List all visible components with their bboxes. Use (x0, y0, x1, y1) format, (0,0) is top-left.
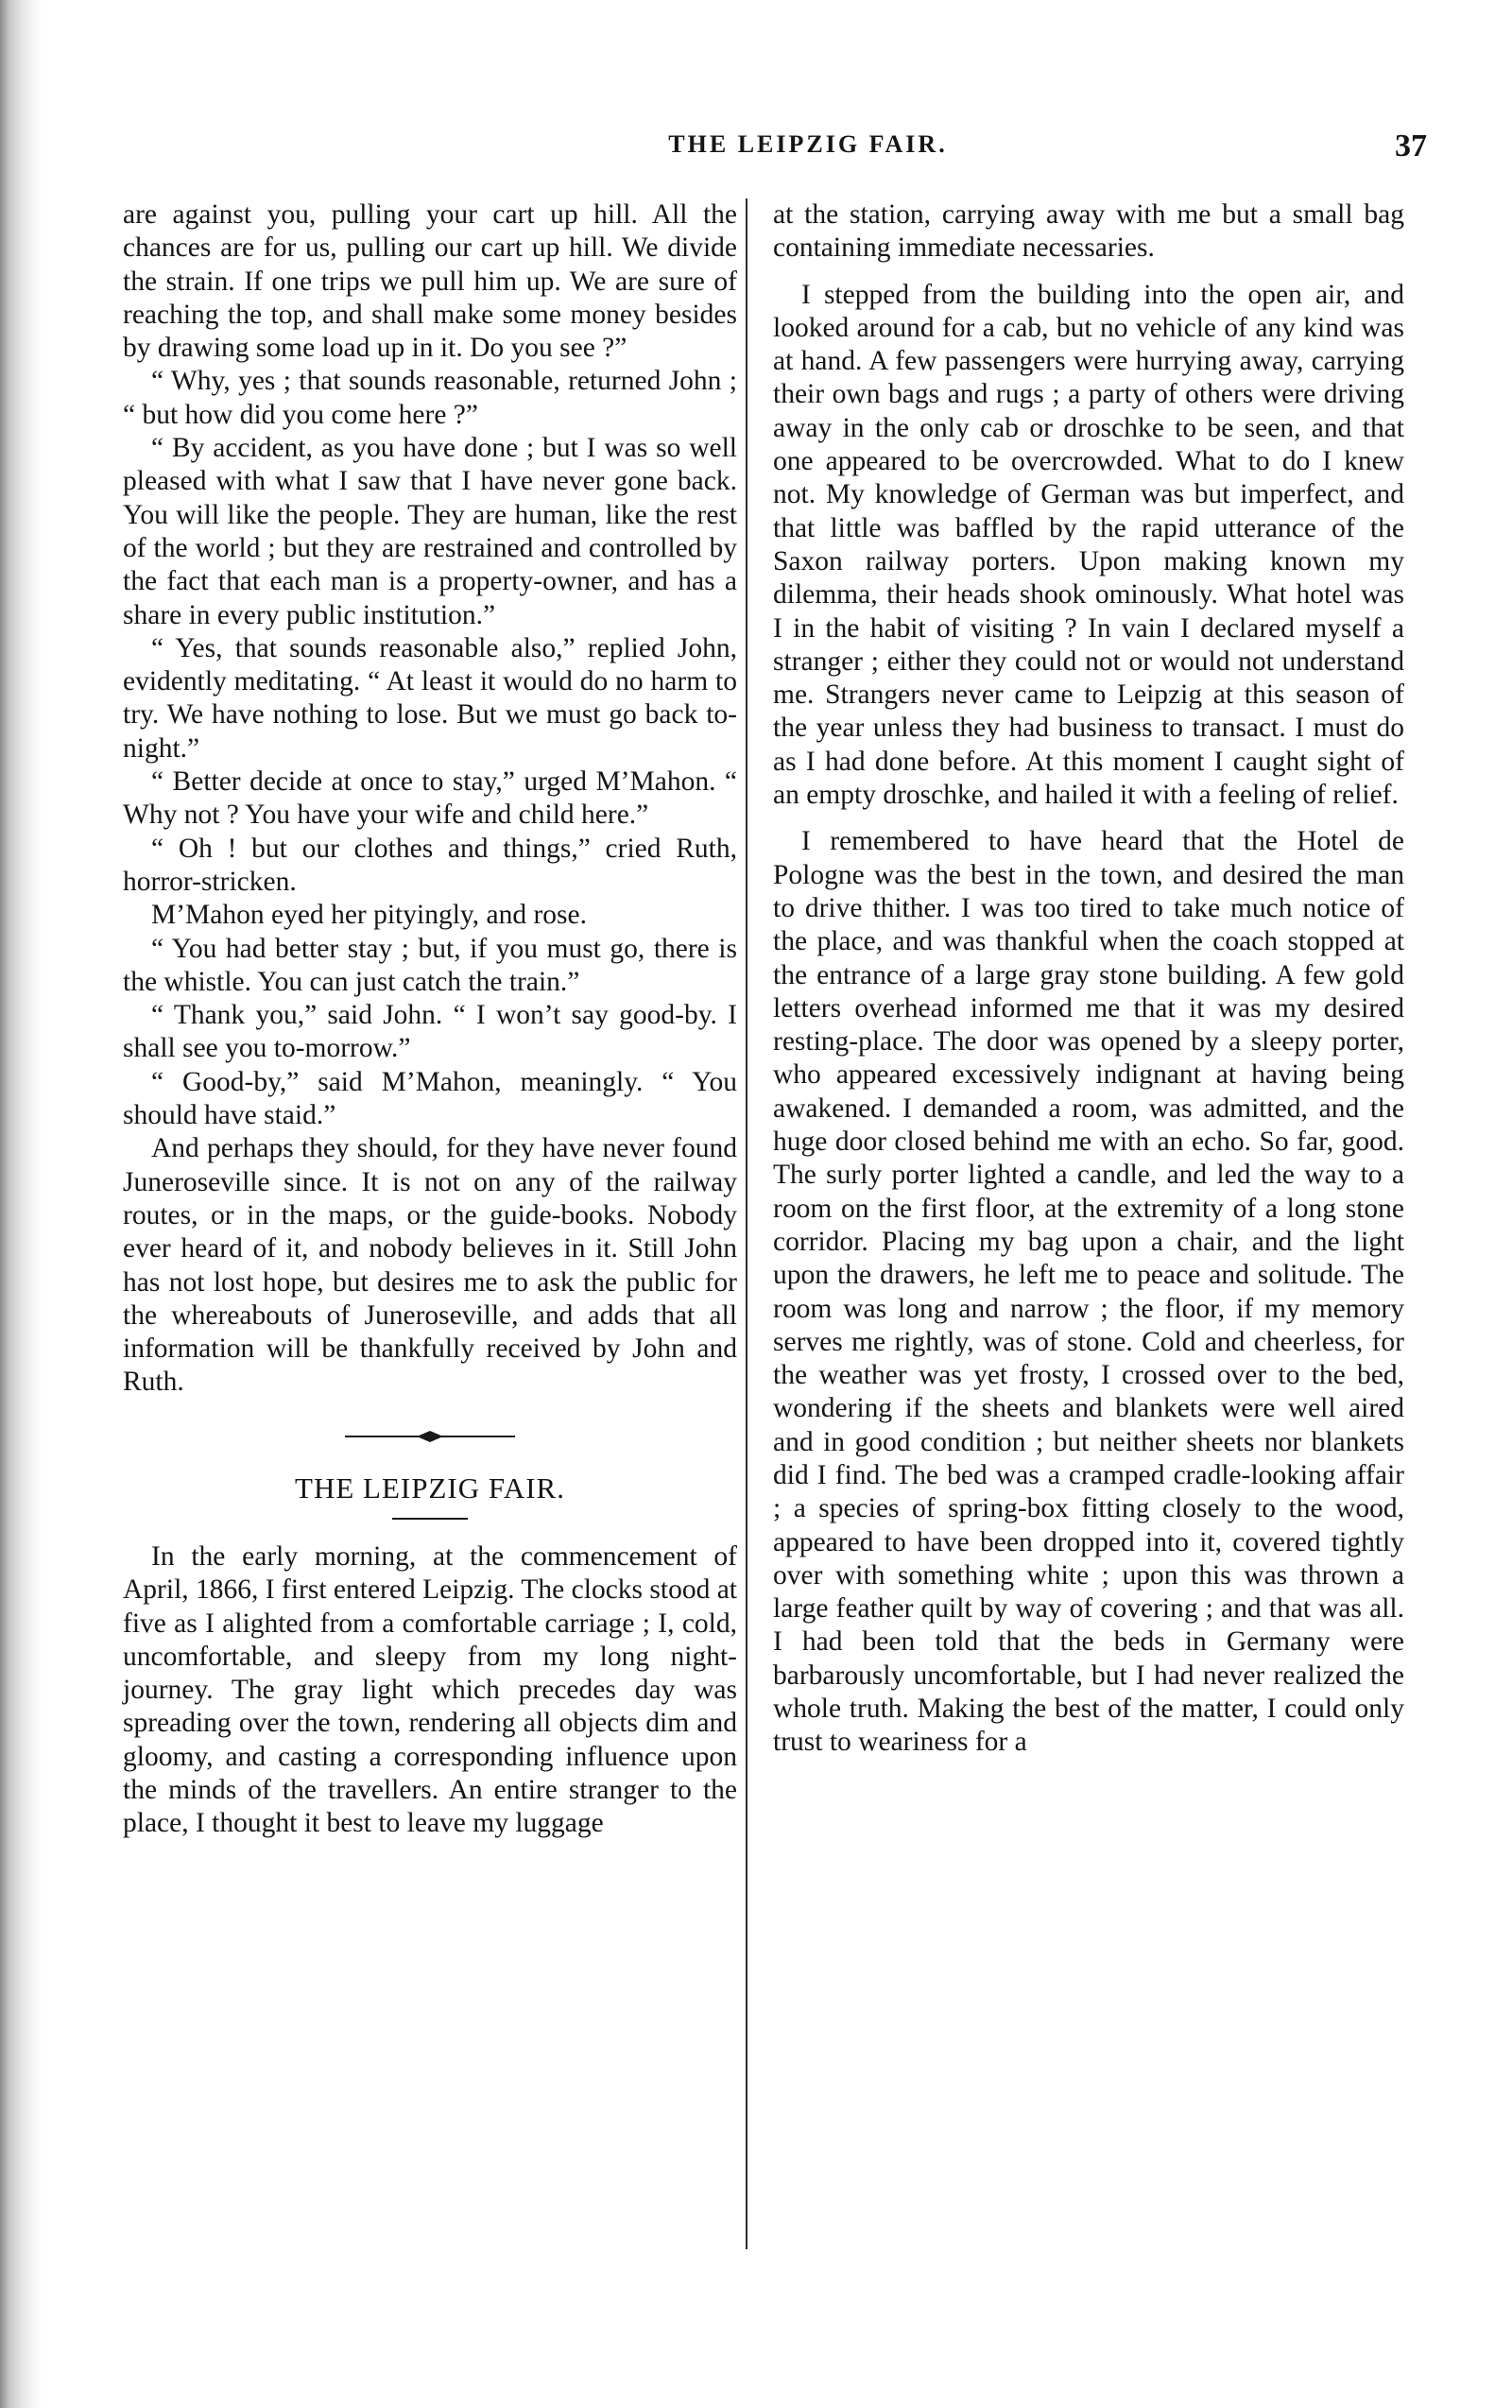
column-rule (746, 198, 747, 2249)
right-column (773, 198, 1404, 1760)
section-divider-ornament (345, 1430, 515, 1443)
paragraph: “ You had better stay ; but, if you must go, there is the whistle. You can just catch the train.” (123, 933, 737, 997)
paragraph: “ Good-by,” said M’Mahon, meaningly. “ You should have staid.” (123, 1066, 737, 1131)
paragraph: “ Thank you,” said John. “ I won’t say good-by. I shall see you to-morrow.” (123, 1000, 737, 1064)
paragraph: I remembered to have heard that the Hotel de Pologne was the best in the town, and desired the man to drive thither. I was too tired to take much notice of the place, and was thankful when the coach stopped at the entrance of a large gray stone building. A few gold letters overhead informed me that it was my desired resting-place. The door was opened by a sleepy porter, who appeared excessively indignant at having being awakened. I demanded a room, was admitted, and the huge door closed behind me with an echo. So far, good. The surly porter lighted a candle, and led the way to a room on the first floor, at the extremity of a long stone corridor. Placing my bag upon a chair, and the light upon the drawers, he left me to peace and solitude. The room was long and narrow ; the floor, if my memory serves me rightly, was of stone. Cold and cheerless, for the weather was yet frosty, I crossed over to the bed, wondering if the sheets and blankets were well aired and in good condition ; but neither sheets nor blankets did I find. The bed was a cramped cradle-looking affair ; a species of spring-box fitting closely to the wood, appeared to have been dropped into it, covered tightly over with something white ; upon this was thrown a large feather quilt by way of covering ; and that was all. I had been told that the beds in Germany were barbarously uncomfortable, but I had never realized the whole truth. Making the best of the matter, I could only trust to weariness for a (773, 826, 1404, 1758)
paragraph: I stepped from the building into the open air, and looked around for a cab, but no vehicle of any kind was at hand. A few passengers were hurrying away, carrying their own bags and rugs ; a party of others were driving away in the only cab or droschke to be seen, and that one appeared to be overcrowded. What to do I knew not. My knowledge of German was but imperfect, and that little was baffled by the rapid utterance of the Saxon railway porters. Upon making known my dilemma, their heads shook ominously. What hotel was I in the habit of visiting ? In vain I declared myself a stranger ; either they could not or would not understand me. Strangers never came to Leipzig at this season of the year unless they had business to transact. I must do as I had done before. At this moment I caught sight of an empty droschke, and hailed it with a feeling of relief. (773, 279, 1404, 811)
left-column (123, 198, 737, 1841)
paragraph: at the station, carrying away with me but a small bag containing immediate necessaries. (773, 199, 1404, 264)
paragraph: In the early morning, at the commencement of April, 1866, I first entered Leipzig. The clocks stood at five as I alighted from a comfortable carriage ; I, cold, uncomfortable, and sleepy from my long night-journey. The gray light which precedes day was spreading over the town, rendering all objects dim and gloomy, and casting a corresponding influence upon the minds of the travellers. An entire stranger to the place, I thought it best to leave my luggage (123, 1540, 737, 1839)
running-title: THE LEIPZIG FAIR. (668, 130, 948, 158)
page-number: 37 (1395, 129, 1427, 163)
page-binding-edge (0, 0, 42, 2408)
section-title: THE LEIPZIG FAIR. (295, 1471, 565, 1505)
paragraph: M’Mahon eyed her pityingly, and rose. (151, 900, 587, 931)
paragraph: are against you, pulling your cart up hill. All the chances are for us, pulling our cart up hill. We divide the strain. If one trips we pull him up. We are sure of reaching the top, and shall make some money besides by drawing some load up in it. Do you see ?” (123, 199, 737, 364)
paragraph: “ By accident, as you have done ; but I was so well pleased with what I saw that I have never gone back. You will like the people. They are human, like the rest of the world ; but they are restrained and controlled by the fact that each man is a property-owner, and has a share in every public institution.” (123, 433, 737, 630)
paragraph: And perhaps they should, for they have never found Juneroseville since. It is not on any of the railway routes, or in the maps, or the guide-books. Nobody ever heard of it, and nobody believes in it. Still John has not lost hope, but desires me to ask the public for the whereabouts of Juneroseville, and adds that all information will be thankfully received by John and Ruth. (123, 1133, 737, 1398)
paragraph: “ Yes, that sounds reasonable also,” replied John, evidently meditating. “ At least it would do no harm to try. We have nothing to lose. But we must go back to-night.” (123, 632, 737, 764)
title-underline (392, 1518, 468, 1520)
paragraph: “ Better decide at once to stay,” urged M’Mahon. “ Why not ? You have your wife and child here.” (123, 766, 737, 831)
paragraph: “ Why, yes ; that sounds reasonable, returned John ; “ but how did you come here ?” (123, 366, 737, 430)
paragraph: “ Oh ! but our clothes and things,” cried Ruth, horror-stricken. (123, 833, 737, 897)
running-head (189, 130, 1427, 174)
